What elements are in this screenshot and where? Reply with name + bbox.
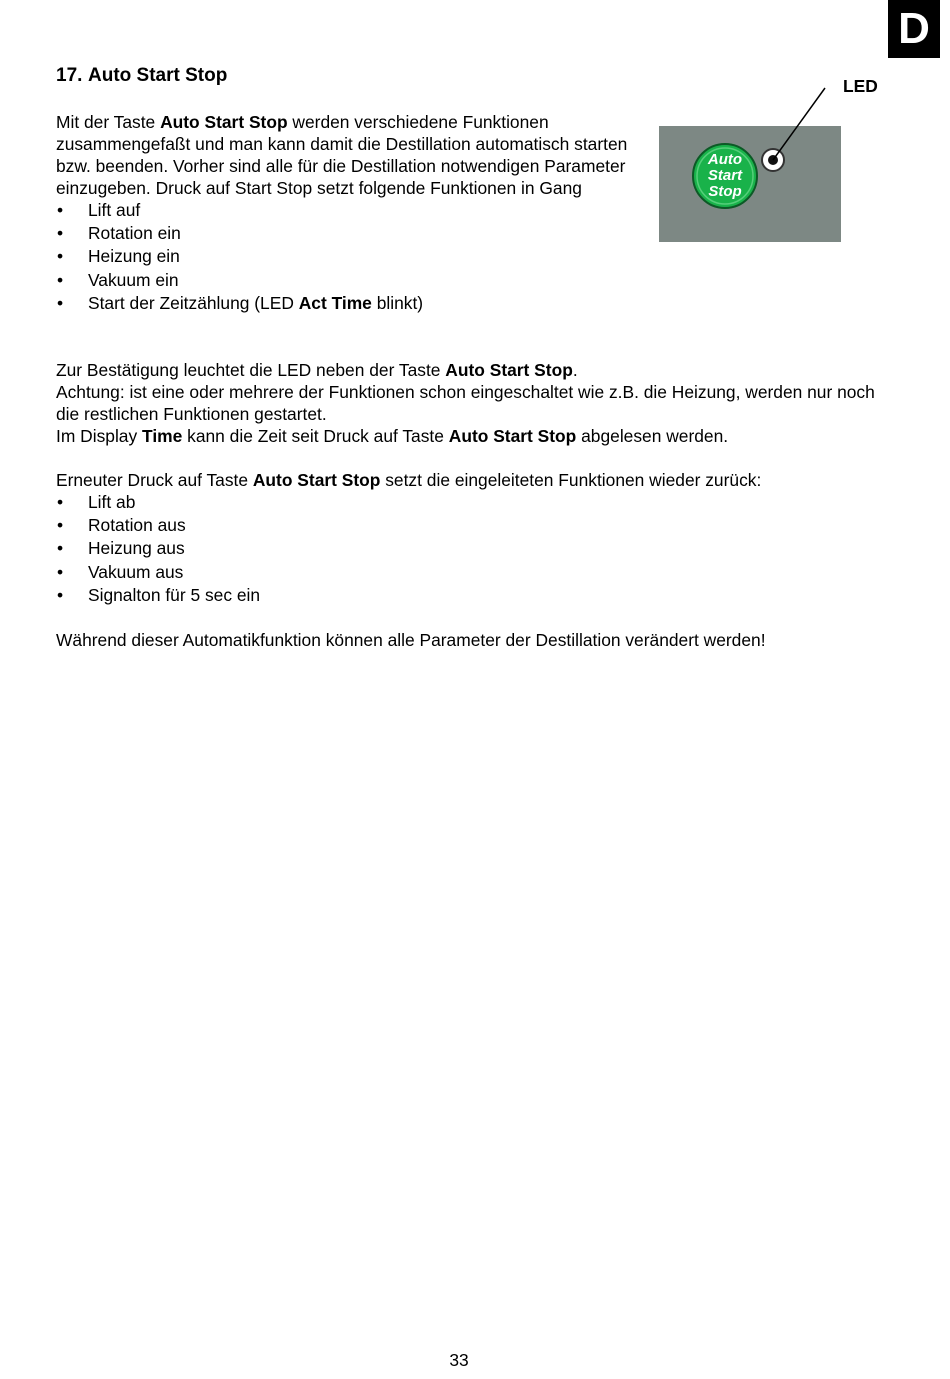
second-press-text: [56, 469, 896, 491]
section-heading: [56, 64, 227, 88]
intro-paragraph: [56, 111, 646, 315]
button-label-line-1: Auto: [707, 151, 743, 168]
second-press-paragraph: [56, 469, 896, 607]
list-item: • Signalton für 5 sec ein: [56, 584, 896, 607]
list-item: • Lift auf: [56, 199, 646, 222]
intro-text: [56, 111, 646, 199]
button-label-line-2: Start: [707, 167, 743, 184]
confirm-line-1-text-2: .: [572, 360, 578, 380]
confirm-line-3: [56, 425, 896, 447]
auto-start-stop-figure: [659, 78, 889, 248]
confirm-line-3-text-3: abgelesen werden.: [576, 426, 729, 446]
intro-text-2: werden verschiedene Funktionen zusammengefaßt und man kann damit die Destillation automatisch starten bzw. beenden. Vorher sind alle für die Destillation notwendigen Parameter einzugeben. Druck auf Start Stop setzt folgende Funktionen in Gang: [56, 112, 628, 198]
second-press-text-1: Erneuter Druck auf Taste: [56, 470, 253, 490]
second-press-text-2: setzt die eingeleiteten Funktionen wieder zurück:: [380, 470, 762, 490]
list-item: • Rotation aus: [56, 514, 896, 537]
list-item: [56, 292, 646, 315]
start-function-list: [56, 199, 646, 315]
confirm-line-2: Achtung: ist eine oder mehrere der Funktionen schon eingeschaltet wie z.B. die Heizung, werden nur noch die restlichen Funktionen gestartet.: [56, 382, 875, 424]
confirm-line-3-text-1: Im Display: [56, 426, 143, 446]
section-number: 17.: [56, 65, 83, 86]
list-item: • Rotation ein: [56, 222, 646, 245]
confirm-line-1-bold: Auto Start Stop: [445, 360, 573, 380]
intro-text-1: Mit der Taste: [56, 112, 161, 132]
list-item-text-1: Start der Zeitzählung (LED: [88, 292, 299, 313]
page-number: 33: [449, 1350, 469, 1370]
confirm-line-3-bold-1: Time: [142, 426, 183, 446]
list-item: • Vakuum ein: [56, 269, 646, 292]
confirm-line-1-text-1: Zur Bestätigung leuchtet die LED neben der Taste: [56, 360, 446, 380]
button-label-line-3: Stop: [708, 183, 742, 200]
final-note: [56, 629, 896, 651]
led-callout-label: LED: [843, 76, 878, 96]
section-title: Auto Start Stop: [88, 65, 228, 86]
list-item: • Heizung ein: [56, 245, 646, 268]
intro-bold-key: Auto Start Stop: [160, 112, 288, 132]
confirmation-paragraph: [56, 359, 896, 447]
second-press-bold: Auto Start Stop: [252, 470, 381, 490]
final-note-text: Während dieser Automatikfunktion können alle Parameter der Destillation verändert werden!: [56, 630, 766, 650]
stop-function-list: [56, 491, 896, 607]
list-item: • Lift ab: [56, 491, 896, 514]
list-item: • Vakuum aus: [56, 561, 896, 584]
list-item-bold: Act Time: [298, 292, 372, 313]
list-item-text-2: blinkt): [371, 292, 424, 313]
confirm-line-3-text-2: kann die Zeit seit Druck auf Taste: [182, 426, 449, 446]
confirm-line-1: [56, 359, 896, 381]
confirm-line-3-bold-2: Auto Start Stop: [448, 426, 577, 446]
list-item: • Heizung aus: [56, 537, 896, 560]
language-tab-d: D: [888, 0, 940, 58]
